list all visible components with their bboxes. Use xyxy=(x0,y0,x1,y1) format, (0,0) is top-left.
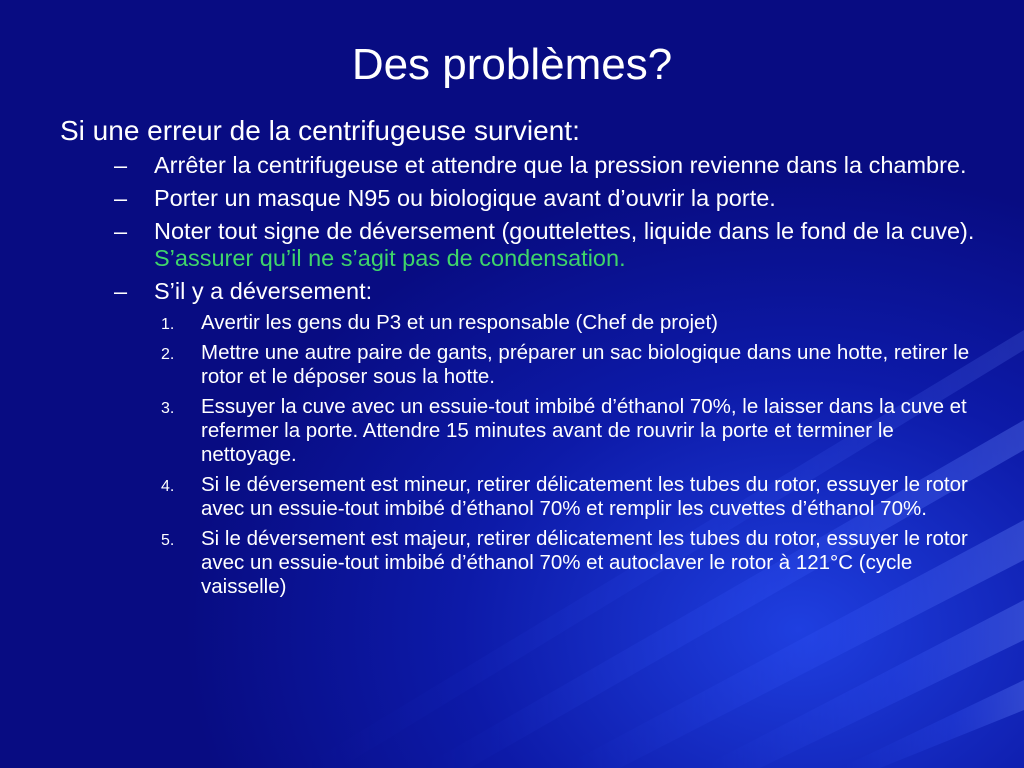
step-text: Si le déversement est majeur, retirer délicatement les tubes du rotor, essuyer le rotor avec un essuie-tout imbibé d’éthanol 70% et autoclaver le rotor à 121°C (cycle vaisselle) xyxy=(201,527,968,598)
step-text: Essuyer la cuve avec un essuie-tout imbibé d’éthanol 70%, le laisser dans la cuve et refermer la porte. Attendre 15 minutes avant de rouvrir la porte et terminer le nettoyage. xyxy=(201,395,967,466)
bullet-item xyxy=(60,218,990,272)
step-number: 4. xyxy=(161,478,175,495)
bullet-item xyxy=(60,278,990,305)
slide-content xyxy=(60,112,990,599)
step-text: Mettre une autre paire de gants, préparer un sac biologique dans une hotte, retirer le rotor et le déposer sous la hotte. xyxy=(201,341,970,388)
dash-marker: – xyxy=(114,218,128,244)
bullet-item xyxy=(60,185,990,212)
bullet-item xyxy=(60,152,990,179)
numbered-step xyxy=(60,527,990,599)
bullet-text: Porter un masque N95 ou biologique avant d’ouvrir la porte. xyxy=(154,185,776,211)
slide-title: Des problèmes? xyxy=(351,40,673,89)
step-text: Avertir les gens du P3 et un responsable (Chef de projet) xyxy=(201,311,718,334)
numbered-step xyxy=(60,473,990,521)
bullet-text: Noter tout signe de déversement (gouttelettes, liquide dans le fond de la cuve). xyxy=(154,218,975,244)
step-number: 5. xyxy=(161,532,175,549)
step-number: 3. xyxy=(161,400,175,417)
highlight-text: S’assurer qu’il ne s’agit pas de condensation. xyxy=(154,245,626,271)
numbered-step xyxy=(60,341,990,389)
bullet-text: S’il y a déversement: xyxy=(154,278,373,304)
numbered-step xyxy=(60,311,990,335)
bullet-text: Arrêter la centrifugeuse et attendre que la pression revienne dans la chambre. xyxy=(154,152,967,178)
intro-text: Si une erreur de la centrifugeuse survient: xyxy=(60,115,580,146)
step-text: Si le déversement est mineur, retirer délicatement les tubes du rotor, essuyer le rotor avec un essuie-tout imbibé d’éthanol 70% et remplir les cuvettes d’éthanol 70%. xyxy=(201,473,968,520)
dash-marker: – xyxy=(114,185,128,211)
dash-marker: – xyxy=(114,152,128,178)
step-number: 2. xyxy=(161,346,175,363)
step-number: 1. xyxy=(161,316,175,333)
numbered-step xyxy=(60,395,990,467)
dash-marker: – xyxy=(114,278,128,304)
